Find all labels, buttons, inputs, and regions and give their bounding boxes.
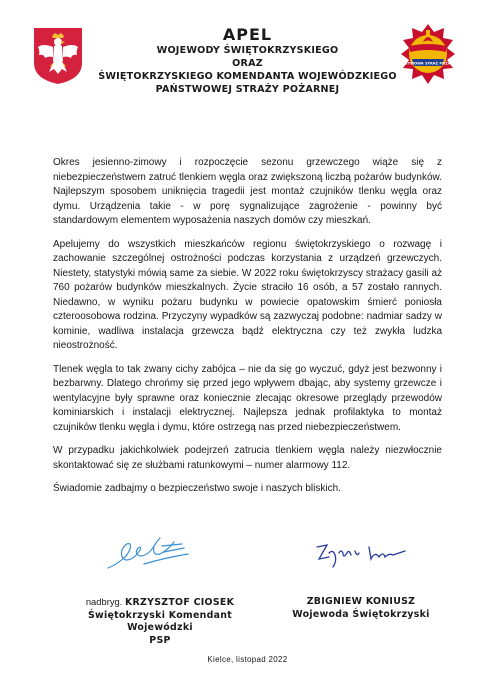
commander-unit: PSP bbox=[149, 634, 171, 646]
letter-header bbox=[80, 26, 415, 96]
paragraph-carbon-monoxide: Tlenek węgla to tak zwany cichy zabójca – nie da się go wyczuć, gdyż jest bezwonny i bezbarwny. Dlatego chrońmy się przed jego wpływem dbając, aby systemy grzewcze i wentylacyjne były sprawne oraz koniecznie zlecając okresowe przeglądy przewodów kominiarskich i instalacji elektrycznej. Najlepsza jednak profilaktyka to montaż czujników tlenku węgla i dymu, które ostrzegą nas przed niebezpieczeństwem. bbox=[53, 363, 442, 433]
fire-emblem-badge-text: PAŃSTWOWA STRAŻ POŻARNA bbox=[397, 61, 459, 66]
commander-handwritten-signature bbox=[104, 534, 190, 574]
commander-role: Świętokrzyski Komendant Wojewódzki bbox=[87, 609, 233, 633]
paragraph-intro: Okres jesienno-zimowy i rozpoczęcie sezonu grzewczego wiąże się z niebezpieczeństwem zatruć tlenkiem węgla oraz zwiększoną liczbą pożarów budynków. Najlepszym sposobem uniknięcia tragedii jest montaż czujników tlenku węgla oraz dymu. Urządzenia takie - w porę sygnalizujące zagrożenie - powinny być standardowym elementem wyposażenia naszych domów czy mieszkań. bbox=[53, 157, 442, 226]
commander-rank: nadbryg. bbox=[85, 596, 123, 607]
voivode-role: Wojewoda Świętokrzyski bbox=[292, 608, 430, 620]
paragraph-emergency: W przypadku jakichkolwiek podejrzeń zatrucia tlenkiem węgla należy niezwłocznie skontaktować się ze służbami ratunkowymi – numer alarmowy 112. bbox=[53, 445, 442, 471]
header-line-and: ORAZ bbox=[232, 58, 263, 69]
commander-name: KRZYSZTOF CIOSEK bbox=[124, 597, 235, 608]
voivode-handwritten-signature bbox=[313, 541, 409, 571]
fire-service-emblem-icon bbox=[397, 22, 459, 86]
polish-eagle-emblem-icon bbox=[33, 27, 83, 85]
letter-title: APEL bbox=[222, 25, 273, 44]
paragraph-closing: Świadomie zadbajmy o bezpieczeństwo swoje i naszych bliskich. bbox=[53, 483, 341, 494]
letter-body bbox=[53, 156, 442, 506]
voivode-name: ZBIGNIEW KONIUSZ bbox=[306, 596, 416, 607]
place-date: Kielce, listopad 2022 bbox=[207, 655, 288, 664]
header-line-commander: ŚWIĘTOKRZYSKIEGO KOMENDANTA WOJEWÓDZKIEGO bbox=[98, 71, 397, 82]
header-line-fire-service: PAŃSTWOWEJ STRAŻY POŻARNEJ bbox=[155, 84, 340, 95]
commander-signature-block bbox=[55, 596, 265, 647]
voivode-signature-block bbox=[281, 596, 441, 621]
paragraph-appeal: Apelujemy do wszystkich mieszkańców regionu świętokrzyskiego o rozwagę i zachowanie szczególnej ostrożności podczas korzystania z urządzeń grzewczych. Niestety, statystyki mówią same za siebie. W 2022 roku świętokrzyscy strażacy gasili aż 760 pożarów budynków mieszkalnych. Życie straciło 16 osób, a 57 zostało rannych. Niedawno, w wyniku pożaru budynku w powiecie opatowskim śmierć poniosła czteroosobowa rodzina. Przyczyny wypadków są zazwyczaj podobne: nadmiar sadzy w kominie, wadliwa instalacja grzewcza bądź elektryczna czy też zwykła ludzka nieostrożność. bbox=[53, 238, 442, 351]
header-line-voivode: WOJEWODY ŚWIĘTOKRZYSKIEGO bbox=[156, 45, 339, 56]
